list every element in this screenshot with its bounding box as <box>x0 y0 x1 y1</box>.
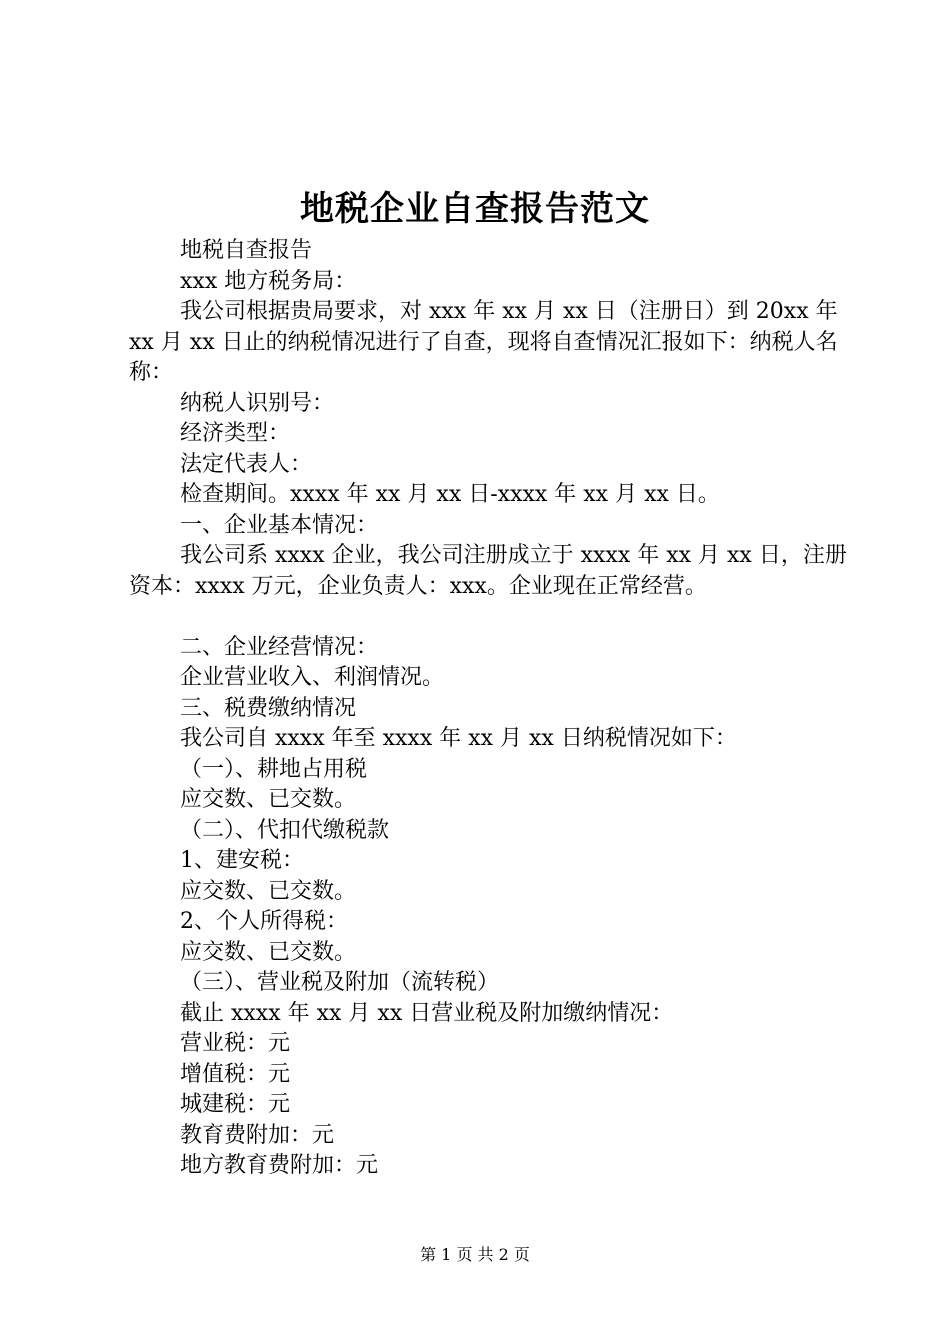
paragraph-taxpayer-id: 纳税人识别号： <box>180 390 335 416</box>
paragraph-subtitle: 地税自查报告 <box>180 238 313 263</box>
document-body <box>129 236 849 1182</box>
paragraph-economic-type: 经济类型： <box>180 421 291 446</box>
paragraph-check-period: 检查期间。xxxx 年 xx 月 xx 日-xxxx 年 xx 月 xx 日。 <box>180 482 720 507</box>
section-heading-1: 一、企业基本情况： <box>180 512 379 538</box>
list-item-construction-tax: 1、建安税： <box>180 848 304 873</box>
section-heading-3: 三、税费缴纳情况 <box>180 695 357 721</box>
subsection-heading-3: （三）、营业税及附加（流转税） <box>180 970 500 995</box>
list-item-income-tax: 2、个人所得税： <box>180 909 348 934</box>
paragraph-revenue: 企业营业收入、利润情况。 <box>180 665 445 690</box>
paragraph-amounts-2: 应交数、已交数。 <box>180 878 357 904</box>
document-title: 地税企业自查报告范文 <box>300 189 650 229</box>
line-education-surcharge: 教育费附加：元 <box>180 1122 335 1148</box>
paragraph-addressee: xxx 地方税务局： <box>180 268 357 294</box>
line-vat: 增值税：元 <box>180 1061 291 1087</box>
page-footer: 第 1 页 共 2 页 <box>420 1245 530 1264</box>
paragraph-legal-rep: 法定代表人： <box>180 451 313 477</box>
paragraph-amounts-3: 应交数、已交数。 <box>180 939 357 965</box>
section-heading-2: 二、企业经营情况： <box>180 634 379 660</box>
subsection-heading-2: （二）、代扣代缴税款 <box>180 817 390 843</box>
line-local-education-surcharge: 地方教育费附加：元 <box>180 1153 379 1178</box>
blank-line <box>129 602 849 633</box>
paragraph-intro: 我公司根据贵局要求，对 xxx 年 xx 月 xx 日（注册日）到 20xx 年 xx 月 xx 日止的纳税情况进行了自查，现将自查情况汇报如下：纳税人名称： <box>129 299 838 385</box>
paragraph-company-info: 我公司系 xxxx 企业，我公司注册成立于 xxxx 年 xx 月 xx 日，注册资本：xxxx 万元，企业负责人：xxx。企业现在正常经营。 <box>129 543 847 599</box>
line-business-tax: 营业税：元 <box>180 1031 291 1056</box>
paragraph-amounts-1: 应交数、已交数。 <box>180 787 357 812</box>
line-city-tax: 城建税：元 <box>180 1092 291 1117</box>
subsection-heading-1: （一）、耕地占用税 <box>180 756 368 782</box>
paragraph-business-tax: 截止 xxxx 年 xx 月 xx 日营业税及附加缴纳情况： <box>180 1000 674 1026</box>
paragraph-tax-summary: 我公司自 xxxx 年至 xxxx 年 xx 月 xx 日纳税情况如下： <box>180 726 737 751</box>
